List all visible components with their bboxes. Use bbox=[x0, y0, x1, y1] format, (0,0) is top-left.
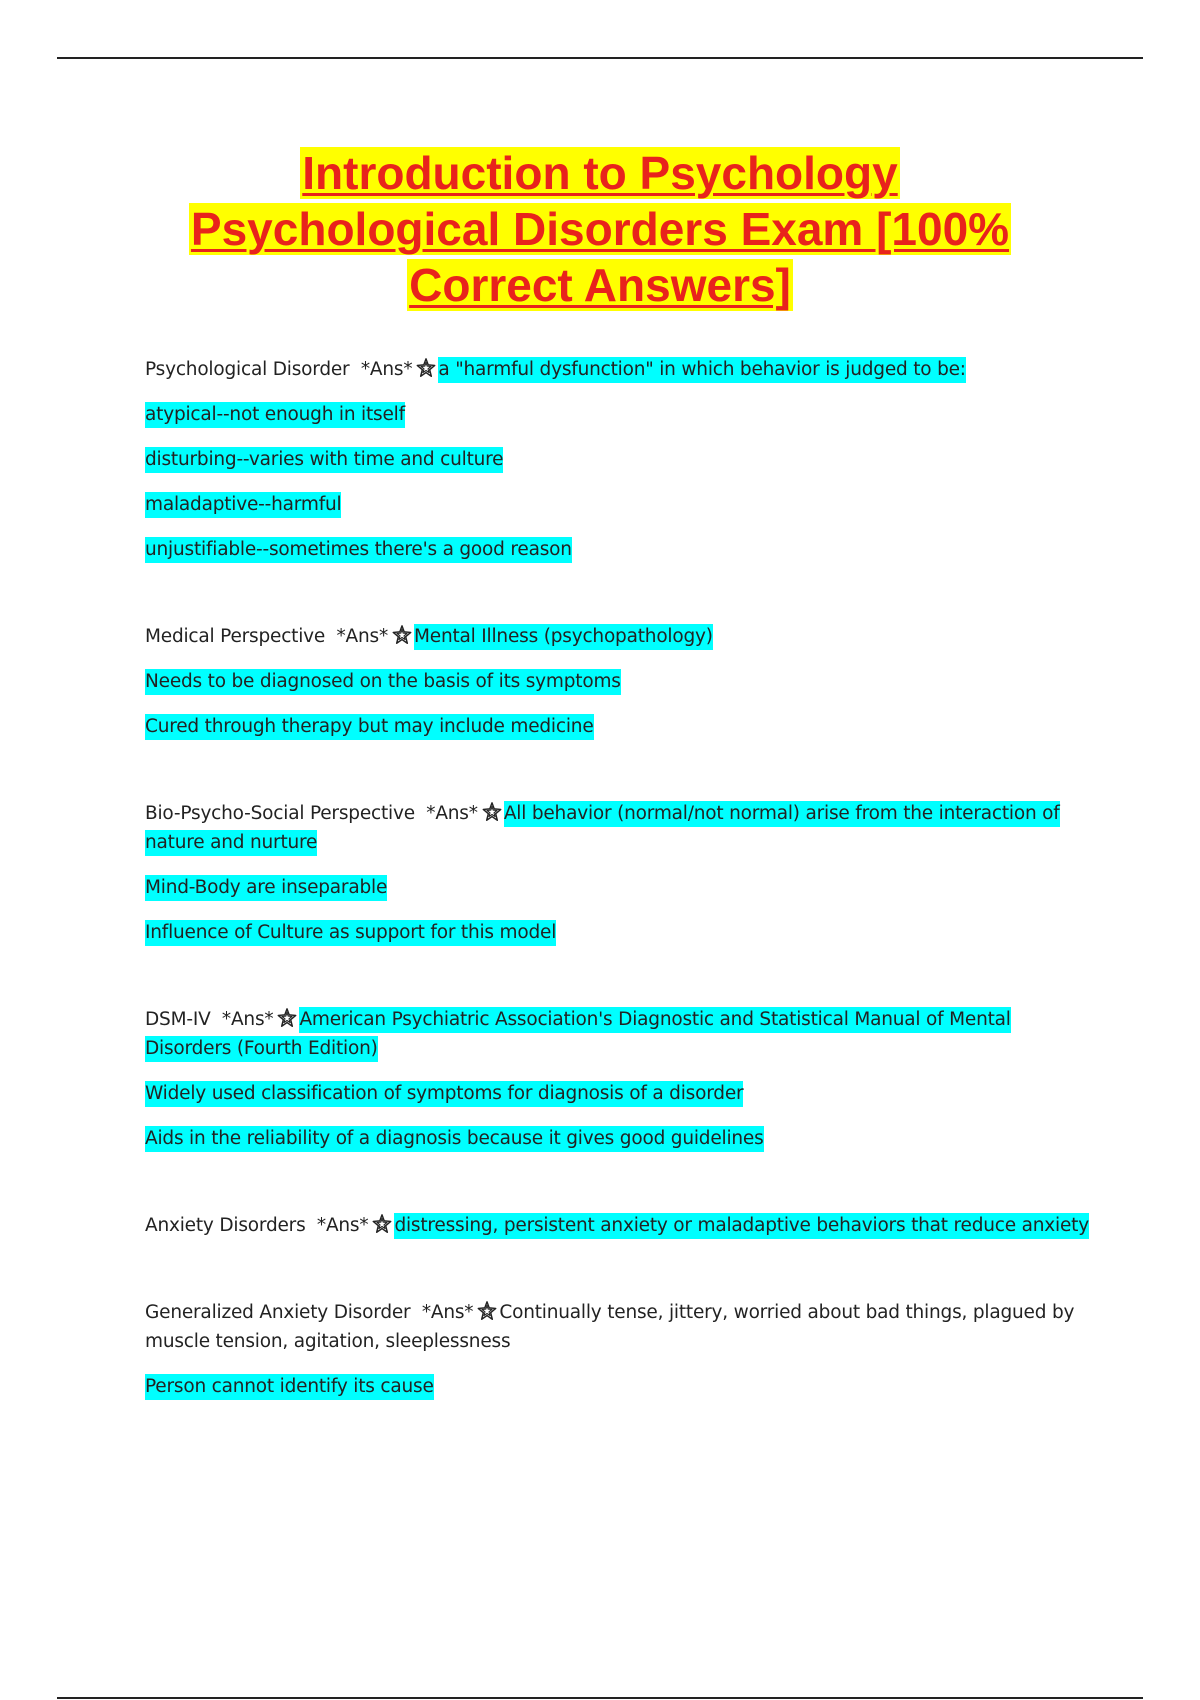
detail-line bbox=[145, 712, 1095, 741]
detail-text: disturbing--varies with time and culture bbox=[145, 447, 503, 473]
answer-marker: *Ans* bbox=[426, 803, 478, 824]
answer-marker: *Ans* bbox=[316, 1215, 369, 1236]
term-label: DSM-IV bbox=[145, 1009, 211, 1030]
detail-text: Influence of Culture as support for this model bbox=[145, 920, 556, 946]
detail-text: Person cannot identify its cause bbox=[145, 1374, 434, 1400]
detail-text: maladaptive--harmful bbox=[145, 492, 341, 518]
flashcard-entry bbox=[145, 622, 1095, 741]
detail-line bbox=[145, 667, 1095, 696]
star-icon bbox=[481, 801, 503, 823]
question-line bbox=[145, 622, 1095, 651]
title-line-1: Introduction to Psychology bbox=[302, 147, 898, 199]
detail-text: Aids in the reliability of a diagnosis because it gives good guidelines bbox=[145, 1126, 764, 1152]
answer-marker: *Ans* bbox=[221, 1009, 274, 1030]
question-line bbox=[145, 1005, 1095, 1063]
star-icon bbox=[391, 624, 413, 646]
detail-text: Cured through therapy but may include medicine bbox=[145, 714, 594, 740]
answer-text: Continually tense, jittery, worried about bad things, plagued by muscle tension, agitation, sleeplessness bbox=[145, 1302, 1075, 1352]
flashcard-entry bbox=[145, 1005, 1095, 1153]
answer-text: Mental Illness (psychopathology) bbox=[414, 624, 713, 650]
detail-line bbox=[145, 535, 1095, 564]
term-label: Anxiety Disorders bbox=[145, 1215, 306, 1236]
header-rule bbox=[57, 57, 1143, 59]
detail-text: Mind-Body are inseparable bbox=[145, 875, 387, 901]
question-line bbox=[145, 1298, 1095, 1356]
term-label: Generalized Anxiety Disorder bbox=[145, 1302, 411, 1323]
detail-line bbox=[145, 1124, 1095, 1153]
term-label: Medical Perspective bbox=[145, 626, 326, 647]
detail-text: Needs to be diagnosed on the basis of its symptoms bbox=[145, 669, 621, 695]
answer-marker: *Ans* bbox=[336, 626, 389, 647]
detail-line bbox=[145, 445, 1095, 474]
answer-text: American Psychiatric Association's Diagnostic and Statistical Manual of Mental Disorders (Fourth Edition) bbox=[145, 1007, 1011, 1062]
detail-line bbox=[145, 400, 1095, 429]
detail-line bbox=[145, 1372, 1095, 1401]
answer-marker: *Ans* bbox=[421, 1302, 474, 1323]
detail-text: unjustifiable--sometimes there's a good reason bbox=[145, 537, 572, 563]
star-icon bbox=[476, 1300, 498, 1322]
detail-line bbox=[145, 1079, 1095, 1108]
star-icon bbox=[371, 1213, 393, 1235]
answer-text: a "harmful dysfunction" in which behavior is judged to be: bbox=[438, 357, 965, 383]
question-line bbox=[145, 1211, 1095, 1240]
detail-line bbox=[145, 873, 1095, 902]
question-line bbox=[145, 355, 1095, 384]
flashcard-entry bbox=[145, 1211, 1095, 1240]
star-icon bbox=[415, 357, 437, 379]
term-label: Psychological Disorder bbox=[145, 359, 350, 380]
title-line-2: Psychological Disorders Exam [100% bbox=[190, 203, 1010, 255]
answer-text: distressing, persistent anxiety or maladaptive behaviors that reduce anxiety bbox=[394, 1213, 1089, 1239]
detail-line bbox=[145, 918, 1095, 947]
detail-line bbox=[145, 490, 1095, 519]
title-line-3: Correct Answers] bbox=[409, 259, 791, 311]
flashcard-entry bbox=[145, 355, 1095, 564]
detail-text: Widely used classification of symptoms for diagnosis of a disorder bbox=[145, 1081, 743, 1107]
flashcard-list bbox=[145, 355, 1095, 1417]
detail-text: atypical--not enough in itself bbox=[145, 402, 405, 428]
page-title bbox=[100, 145, 1100, 313]
answer-text: All behavior (normal/not normal) arise from the interaction of nature and nurture bbox=[145, 801, 1060, 856]
star-icon bbox=[276, 1007, 298, 1029]
flashcard-entry bbox=[145, 1298, 1095, 1401]
question-line bbox=[145, 799, 1095, 857]
term-label: Bio-Psycho-Social Perspective bbox=[145, 803, 415, 824]
flashcard-entry bbox=[145, 799, 1095, 947]
footer-rule bbox=[57, 1697, 1143, 1699]
answer-marker: *Ans* bbox=[360, 359, 413, 380]
